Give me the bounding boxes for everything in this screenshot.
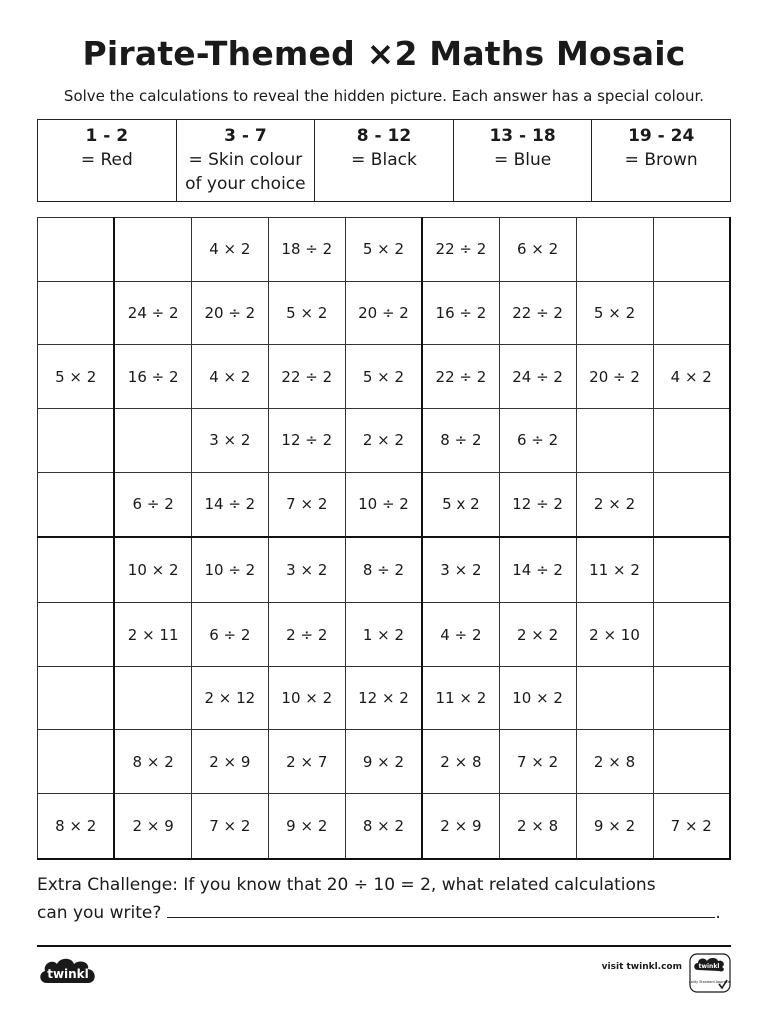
mosaic-cell[interactable] <box>653 730 730 794</box>
badge-brand-text: twinkl <box>698 963 720 970</box>
mosaic-cell[interactable]: 14 ÷ 2 <box>191 472 268 537</box>
challenge-question: Extra Challenge: If you know that 20 ÷ 10 = 2, what related calculations <box>37 875 656 895</box>
mosaic-cell[interactable]: 2 × 12 <box>191 666 268 730</box>
key-range: 13 - 18 <box>489 126 556 146</box>
mosaic-cell[interactable] <box>653 603 730 667</box>
mosaic-cell[interactable]: 3 × 2 <box>422 537 499 602</box>
instructions: Solve the calculations to reveal the hidden picture. Each answer has a special colour. <box>63 87 705 105</box>
key-colour: = Skin colour of your choice <box>185 150 306 194</box>
mosaic-cell[interactable]: 4 × 2 <box>191 345 268 409</box>
key-cell <box>176 120 315 202</box>
mosaic-grid <box>37 217 731 860</box>
mosaic-cell[interactable] <box>38 537 115 602</box>
challenge-prompt: can you write? <box>37 903 162 923</box>
key-colour: = Brown <box>624 150 698 170</box>
mosaic-cell[interactable]: 16 ÷ 2 <box>114 345 191 409</box>
mosaic-grid-body <box>38 218 731 860</box>
mosaic-cell[interactable]: 16 ÷ 2 <box>422 281 499 345</box>
mosaic-cell[interactable]: 8 × 2 <box>114 730 191 794</box>
mosaic-cell[interactable]: 2 × 9 <box>191 730 268 794</box>
mosaic-cell[interactable]: 2 × 9 <box>422 794 499 859</box>
mosaic-cell[interactable] <box>653 666 730 730</box>
mosaic-cell[interactable]: 4 × 2 <box>191 218 268 282</box>
mosaic-cell[interactable]: 7 × 2 <box>191 794 268 859</box>
mosaic-cell[interactable]: 2 × 10 <box>576 603 653 667</box>
mosaic-cell[interactable]: 12 × 2 <box>345 666 422 730</box>
mosaic-cell[interactable]: 22 ÷ 2 <box>422 218 499 282</box>
mosaic-cell[interactable] <box>114 218 191 282</box>
mosaic-cell[interactable] <box>653 218 730 282</box>
quality-badge-icon <box>689 953 731 997</box>
mosaic-cell[interactable]: 20 ÷ 2 <box>191 281 268 345</box>
mosaic-cell[interactable] <box>653 408 730 472</box>
mosaic-cell[interactable]: 2 × 8 <box>422 730 499 794</box>
mosaic-cell[interactable]: 22 ÷ 2 <box>268 345 345 409</box>
mosaic-cell[interactable] <box>576 408 653 472</box>
mosaic-cell[interactable]: 5 × 2 <box>576 281 653 345</box>
answer-line-end: . <box>715 903 721 923</box>
mosaic-cell[interactable]: 20 ÷ 2 <box>576 345 653 409</box>
mosaic-cell[interactable]: 1 × 2 <box>345 603 422 667</box>
answer-line[interactable] <box>167 899 715 918</box>
grid-row <box>38 537 731 602</box>
grid-row <box>38 281 731 345</box>
mosaic-cell[interactable]: 9 × 2 <box>345 730 422 794</box>
mosaic-cell[interactable]: 2 × 9 <box>114 794 191 859</box>
mosaic-cell[interactable]: 11 × 2 <box>576 537 653 602</box>
grid-row <box>38 408 731 472</box>
mosaic-cell[interactable]: 24 ÷ 2 <box>499 345 576 409</box>
challenge-answer-row <box>37 899 737 927</box>
mosaic-cell[interactable]: 8 × 2 <box>38 794 115 859</box>
mosaic-cell[interactable]: 12 ÷ 2 <box>268 408 345 472</box>
mosaic-cell[interactable]: 5 x 2 <box>422 472 499 537</box>
mosaic-cell[interactable]: 5 × 2 <box>345 218 422 282</box>
mosaic-cell[interactable]: 10 × 2 <box>268 666 345 730</box>
mosaic-cell[interactable]: 10 × 2 <box>499 666 576 730</box>
mosaic-cell[interactable] <box>38 666 115 730</box>
mosaic-cell[interactable] <box>653 472 730 537</box>
colour-key <box>37 119 731 202</box>
mosaic-cell[interactable]: 24 ÷ 2 <box>114 281 191 345</box>
mosaic-cell[interactable] <box>653 537 730 602</box>
mosaic-cell[interactable]: 2 × 2 <box>345 408 422 472</box>
mosaic-cell[interactable]: 10 ÷ 2 <box>345 472 422 537</box>
mosaic-cell[interactable]: 20 ÷ 2 <box>345 281 422 345</box>
mosaic-cell[interactable]: 4 ÷ 2 <box>422 603 499 667</box>
grid-row <box>38 730 731 794</box>
mosaic-cell[interactable]: 5 × 2 <box>345 345 422 409</box>
mosaic-cell[interactable] <box>38 281 115 345</box>
mosaic-cell[interactable]: 3 × 2 <box>268 537 345 602</box>
footer-divider <box>37 945 731 947</box>
mosaic-cell[interactable] <box>38 603 115 667</box>
mosaic-cell[interactable]: 9 × 2 <box>576 794 653 859</box>
grid-row <box>38 603 731 667</box>
mosaic-cell[interactable]: 5 × 2 <box>268 281 345 345</box>
key-colour: = Blue <box>493 150 552 170</box>
mosaic-cell[interactable]: 6 ÷ 2 <box>499 408 576 472</box>
extra-challenge <box>37 872 737 927</box>
mosaic-cell[interactable]: 6 × 2 <box>499 218 576 282</box>
mosaic-cell[interactable]: 6 ÷ 2 <box>114 472 191 537</box>
badge-caption-text: Quality Standard Approved <box>689 980 731 984</box>
mosaic-cell[interactable]: 9 × 2 <box>268 794 345 859</box>
mosaic-cell[interactable] <box>576 666 653 730</box>
mosaic-cell[interactable]: 18 ÷ 2 <box>268 218 345 282</box>
mosaic-cell[interactable] <box>38 730 115 794</box>
mosaic-cell[interactable]: 2 × 7 <box>268 730 345 794</box>
mosaic-cell[interactable] <box>38 218 115 282</box>
mosaic-cell[interactable]: 2 × 11 <box>114 603 191 667</box>
mosaic-cell[interactable]: 22 ÷ 2 <box>422 345 499 409</box>
key-colour: = Red <box>80 150 133 170</box>
visit-link[interactable]: visit twinkl.com <box>601 962 682 972</box>
mosaic-cell[interactable] <box>38 472 115 537</box>
mosaic-cell[interactable]: 2 ÷ 2 <box>268 603 345 667</box>
mosaic-cell[interactable]: 8 × 2 <box>345 794 422 859</box>
mosaic-cell[interactable]: 8 ÷ 2 <box>422 408 499 472</box>
key-range: 19 - 24 <box>628 126 695 146</box>
mosaic-cell[interactable]: 2 × 2 <box>576 472 653 537</box>
mosaic-cell[interactable]: 10 ÷ 2 <box>191 537 268 602</box>
mosaic-cell[interactable]: 14 ÷ 2 <box>499 537 576 602</box>
grid-row <box>38 472 731 537</box>
mosaic-cell[interactable] <box>114 666 191 730</box>
grid-row <box>38 666 731 730</box>
mosaic-cell[interactable]: 3 × 2 <box>191 408 268 472</box>
grid-row <box>38 794 731 859</box>
key-cell <box>453 120 592 202</box>
grid-row <box>38 345 731 409</box>
mosaic-cell[interactable]: 11 × 2 <box>422 666 499 730</box>
mosaic-cell[interactable] <box>38 408 115 472</box>
mosaic-cell[interactable] <box>653 281 730 345</box>
mosaic-cell[interactable]: 22 ÷ 2 <box>499 281 576 345</box>
key-range: 3 - 7 <box>224 126 267 146</box>
mosaic-cell[interactable]: 2 × 8 <box>499 794 576 859</box>
logo-text: twinkl <box>47 967 89 981</box>
grid-row <box>38 218 731 282</box>
mosaic-cell[interactable]: 2 × 8 <box>576 730 653 794</box>
mosaic-cell[interactable]: 10 × 2 <box>114 537 191 602</box>
mosaic-cell[interactable]: 7 × 2 <box>653 794 730 859</box>
key-colour: = Black <box>351 150 417 170</box>
mosaic-cell[interactable] <box>114 408 191 472</box>
mosaic-cell[interactable]: 7 × 2 <box>268 472 345 537</box>
key-cell <box>38 120 177 202</box>
mosaic-cell[interactable]: 4 × 2 <box>653 345 730 409</box>
mosaic-cell[interactable]: 6 ÷ 2 <box>191 603 268 667</box>
key-cell <box>592 120 731 202</box>
mosaic-cell[interactable] <box>576 218 653 282</box>
page-title: Pirate-Themed ×2 Maths Mosaic <box>82 34 686 73</box>
mosaic-cell[interactable]: 7 × 2 <box>499 730 576 794</box>
key-range: 8 - 12 <box>356 126 412 146</box>
mosaic-cell[interactable]: 12 ÷ 2 <box>499 472 576 537</box>
key-cell <box>315 120 454 202</box>
mosaic-cell[interactable]: 2 × 2 <box>499 603 576 667</box>
mosaic-cell[interactable]: 8 ÷ 2 <box>345 537 422 602</box>
key-range: 1 - 2 <box>85 126 129 146</box>
twinkl-cloud-logo-icon <box>37 955 99 993</box>
mosaic-cell[interactable]: 5 × 2 <box>38 345 115 409</box>
